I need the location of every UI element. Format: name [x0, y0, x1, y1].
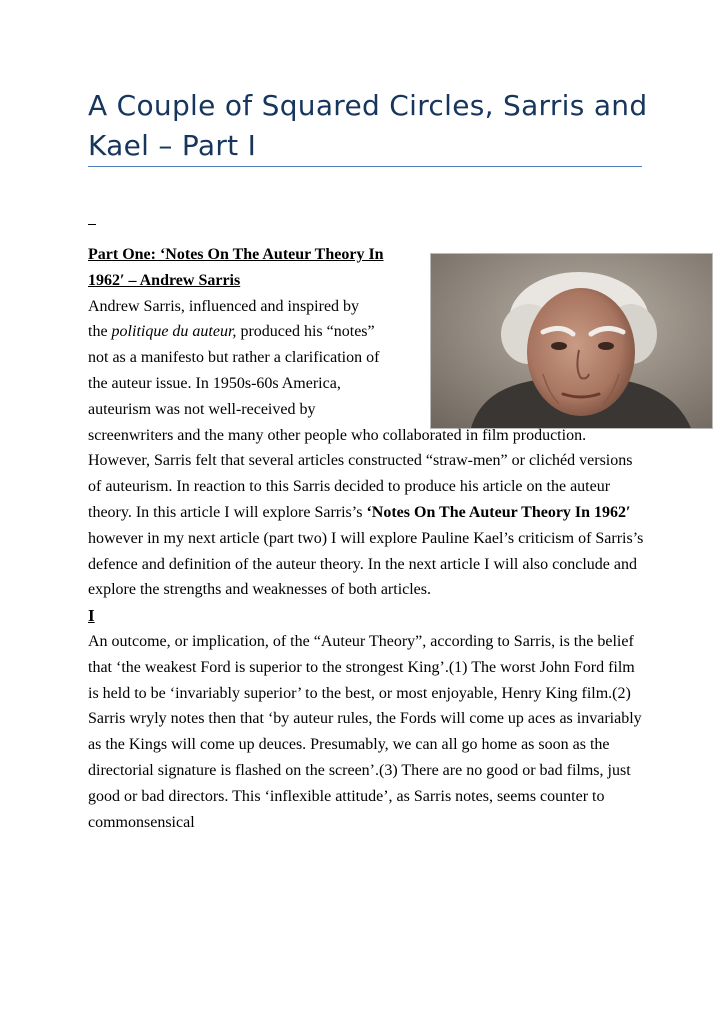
intro-rest-text: screenwriters and the many other people who collaborated in film production. However, Sarris felt that several articles constructed “straw-men” or clichéd versions of auteurism. In reaction to this Sarris decided to produce his article on the auteur theory. In this article I will explore Sarris’s — [88, 426, 633, 521]
intro-line-2-tail: produced his “notes” — [236, 323, 375, 341]
intro-line-5: auteurism was not well-received by — [88, 400, 316, 418]
politique-du-auteur-italic: politique du auteur, — [111, 323, 237, 341]
article-title: A Couple of Squared Circles, Sarris and Kael – Part I — [88, 89, 648, 162]
intro-line-4: the auteur issue. In 1950s-60s America, — [88, 374, 341, 392]
article-reference-bold: ‘Notes On The Auteur Theory In 1962′ — [366, 503, 631, 521]
intro-line-2-lead: the — [88, 323, 112, 341]
empty-underlined-paragraph-mark — [88, 224, 96, 225]
section-heading-line-1: Part One: ‘Notes On The Auteur Theory In — [88, 246, 384, 263]
intro-paragraph-continued — [88, 423, 644, 604]
section-marker-roman-one: I — [88, 606, 95, 626]
intro-line-3: not as a manifesto but rather a clarification of — [88, 349, 380, 367]
article-body — [88, 242, 644, 835]
section-heading-line-2: 1962′ – Andrew Sarris — [88, 271, 241, 289]
intro-line-2 — [88, 319, 418, 345]
intro-line-1: Andrew Sarris, influenced and inspired by — [88, 297, 360, 315]
title-underline-rule — [88, 166, 642, 167]
intro-closing-text: however in my next article (part two) I will explore Pauline Kael’s criticism of Sarris’s defence and definition of the auteur theory. In the next article I will also conclude and explore the strengths and weaknesses of both articles. — [88, 529, 644, 599]
section-one-paragraph: An outcome, or implication, of the “Auteur Theory”, according to Sarris, is the belief that ‘the weakest Ford is superior to the strongest King’.(1) The worst John Ford film is held to be ‘invariably superior’ to the best, or most enjoyable, Henry King film.(2) Sarris wryly notes then that ‘by auteur rules, the Fords will come up aces as invariably as the Kings will come up deuces. Presumably, we can all go home as soon as the directorial signature is flashed on the screen’.(3) There are no good or bad films, just good or bad directors. This ‘inflexible attitude’, as Sarris notes, seems counter to commonsensical — [88, 632, 642, 831]
